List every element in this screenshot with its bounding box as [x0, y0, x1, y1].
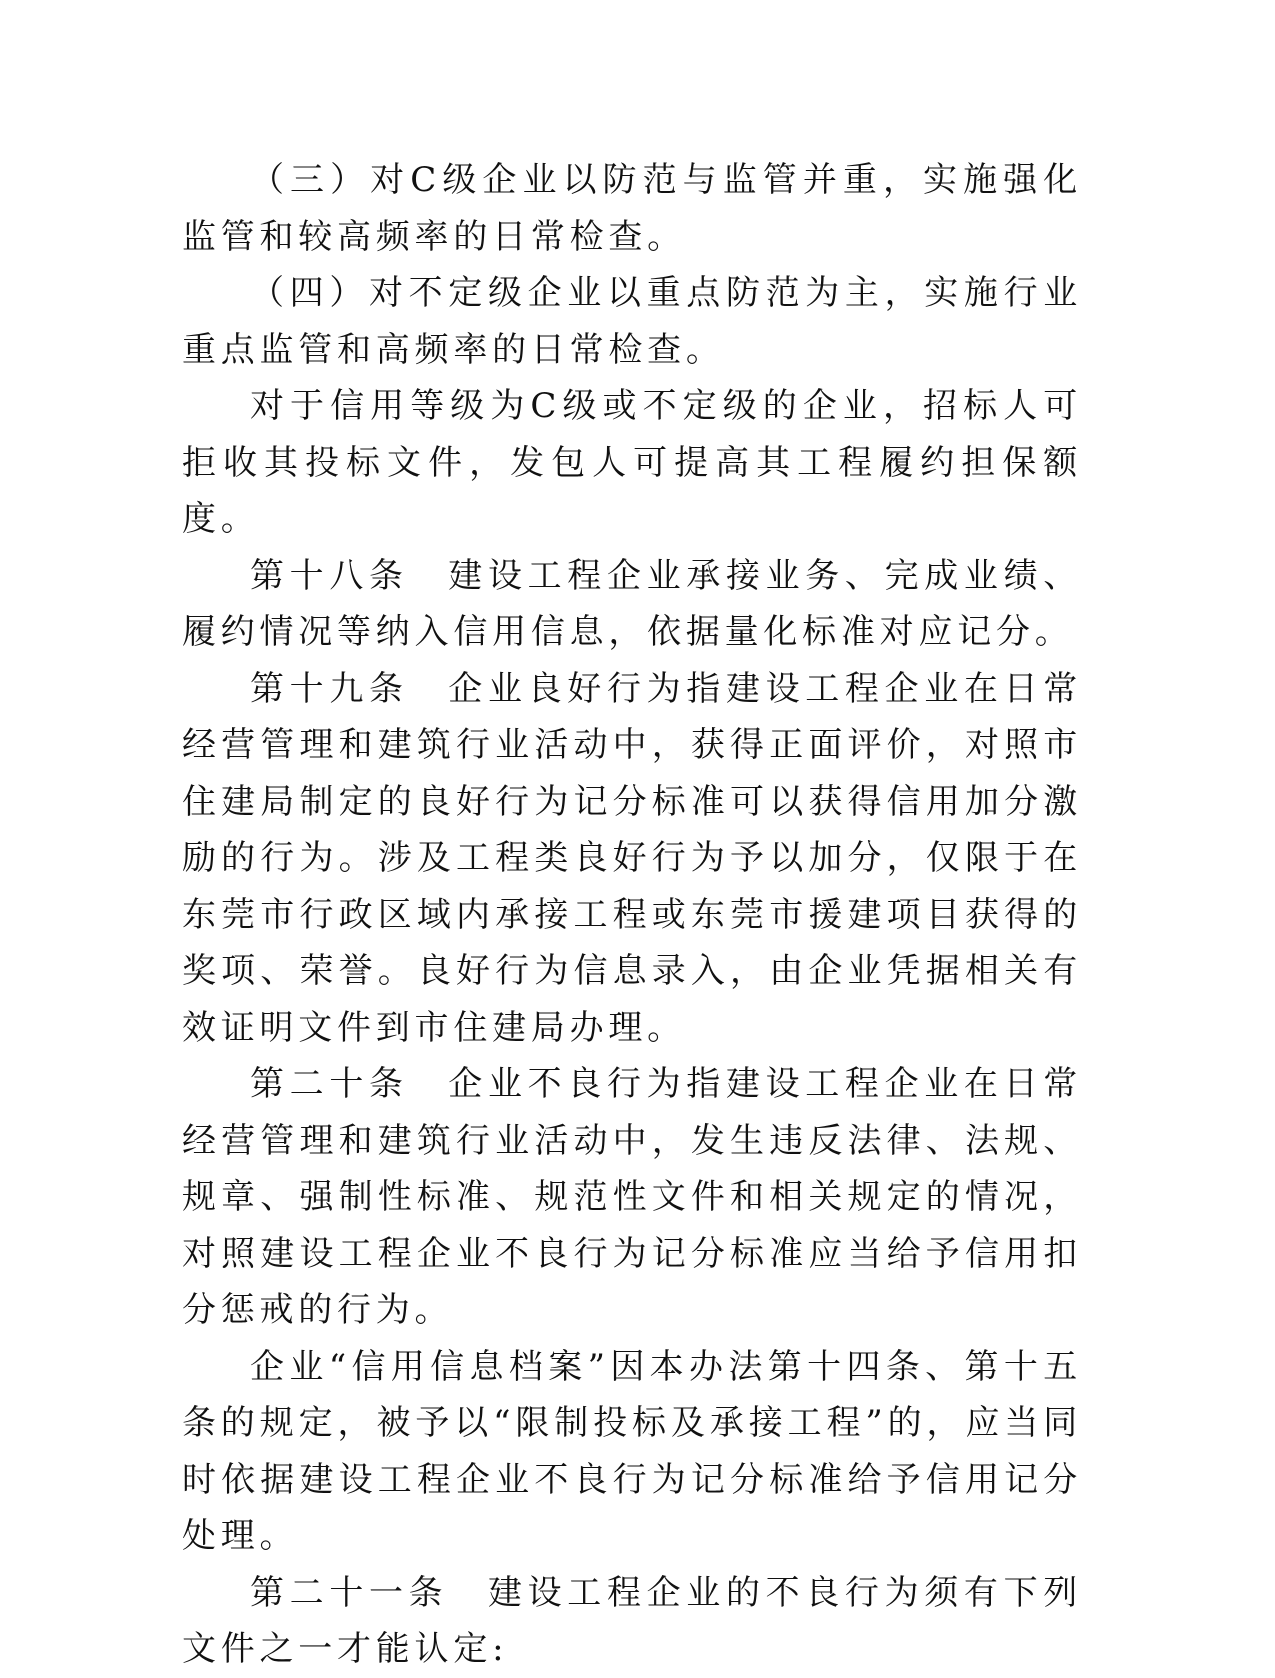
- article-20: 第二十条 企业不良行为指建设工程企业在日常经营管理和建筑行业活动中，发生违反法律、法规、规章、强制性标准、规范性文件和相关规定的情况，对照建设工程企业不良行为记分标准应当给予信用扣分惩戒的行为。: [182, 1064, 1082, 1330]
- paragraph-credit-archive: 企业“信用信息档案”因本办法第十四条、第十五条的规定，被予以“限制投标及承接工程”的，应当同时依据建设工程企业不良行为记分标准给予信用记分处理。: [182, 1346, 1082, 1556]
- article-18: 第十八条 建设工程企业承接业务、完成业绩、履约情况等纳入信用信息，依据量化标准对应记分。: [182, 555, 1082, 652]
- article-21: 第二十一条 建设工程企业的不良行为须有下列文件之一才能认定:: [182, 1572, 1082, 1669]
- paragraph-bid-rejection: 对于信用等级为C级或不定级的企业，招标人可拒收其投标文件，发包人可提高其工程履约担保额度。: [182, 386, 1082, 539]
- paragraph-unrated: （四）对不定级企业以重点防范为主，实施行业重点监管和高频率的日常检查。: [182, 273, 1082, 370]
- article-19: 第十九条 企业良好行为指建设工程企业在日常经营管理和建筑行业活动中，获得正面评价，对照市住建局制定的良好行为记分标准可以获得信用加分激励的行为。涉及工程类良好行为予以加分，仅限于在东莞市行政区域内承接工程或东莞市援建项目获得的奖项、荣誉。良好行为信息录入，由企业凭据相关有效证明文件到市住建局办理。: [182, 668, 1082, 1048]
- document-body: [182, 152, 1082, 1678]
- paragraph-level-c: （三）对C级企业以防范与监管并重，实施强化监管和较高频率的日常检查。: [182, 160, 1082, 257]
